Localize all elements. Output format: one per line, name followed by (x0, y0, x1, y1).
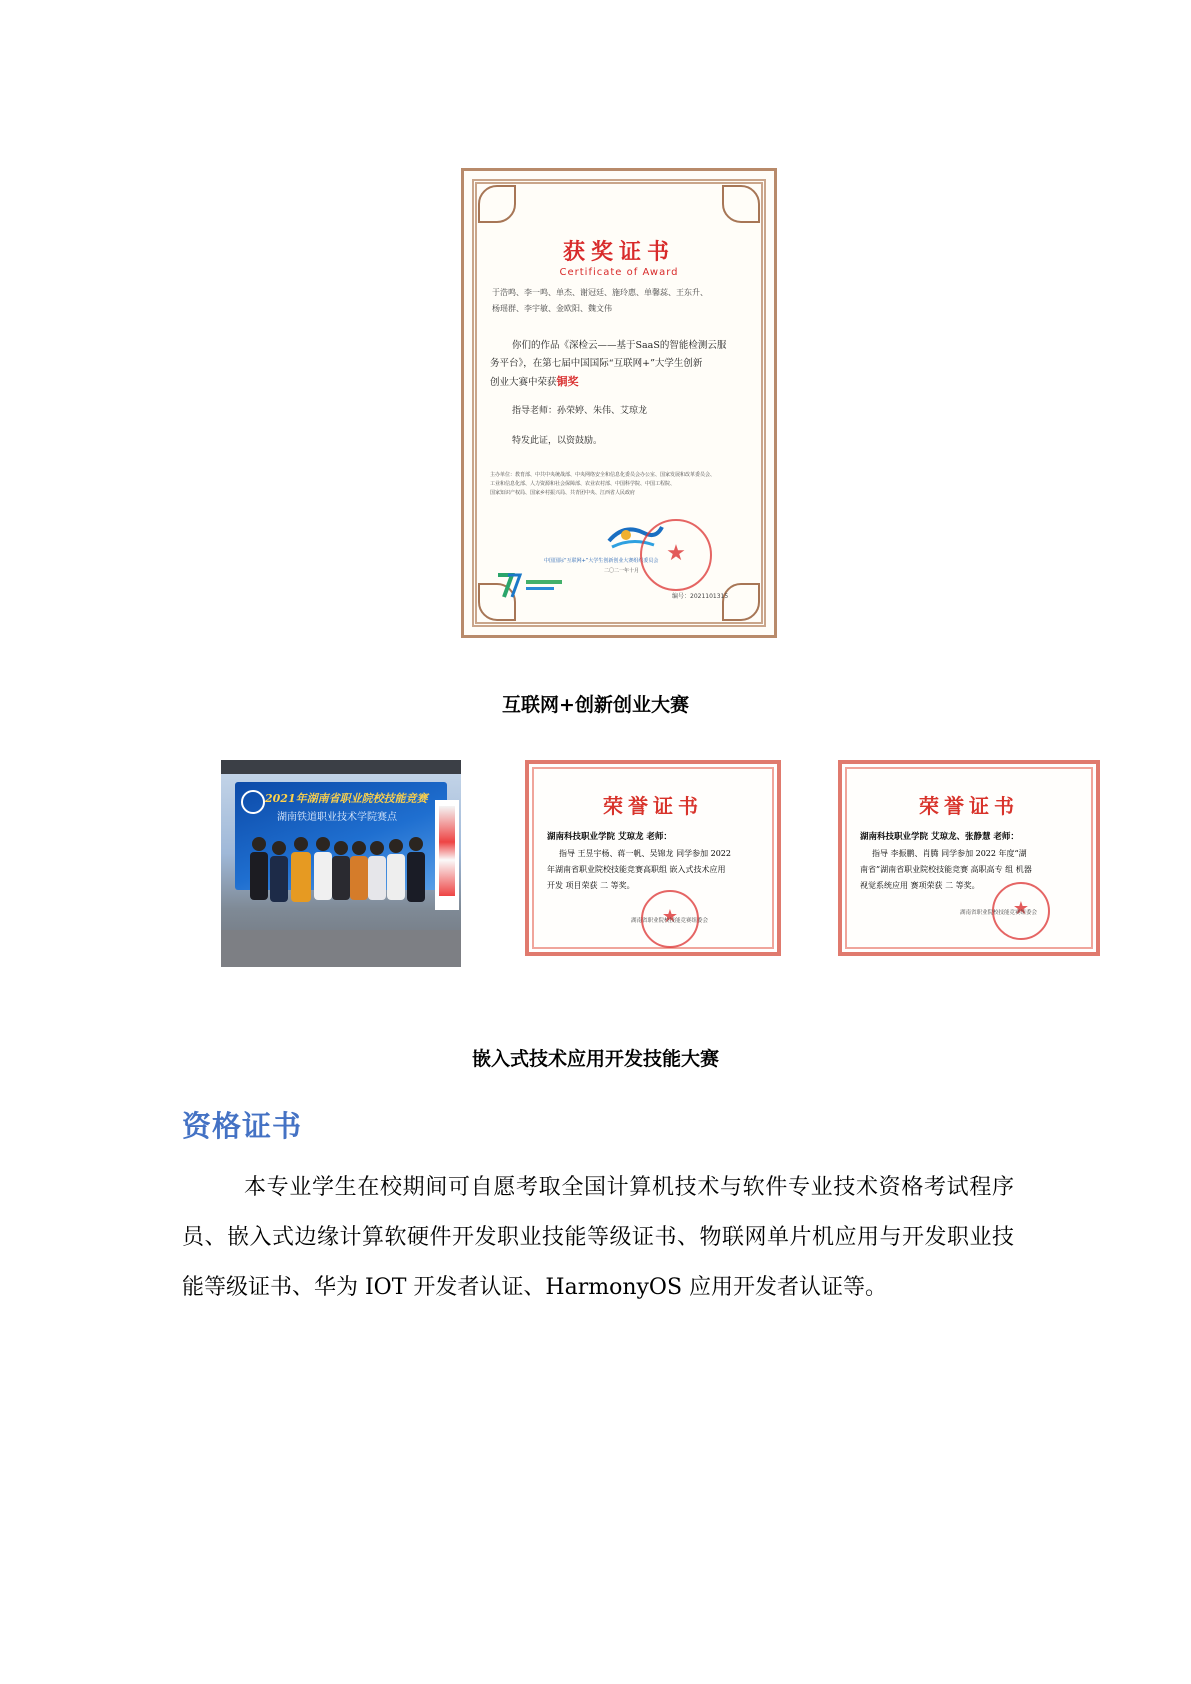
competition-badge-logo (494, 571, 566, 599)
section-heading: 资格证书 (182, 1109, 303, 1143)
ceiling (221, 760, 461, 774)
body-paragraph: 本专业学生在校期间可自愿考取全国计算机技术与软件专业技术资格考试程序员、嵌入式边缘计算软硬件开发职业技能等级证书、物联网单片机应用与开发职业技能等级证书、华为 IOT 开发者认证、HarmonyOS 应用开发者认证等。 (182, 1175, 1014, 1300)
award-level: 铜奖 (556, 375, 579, 388)
honor-addressee: 湖南科技职业学院 艾琼龙 老师： (547, 832, 672, 842)
closing-line: 特发此证，以资鼓励。 (512, 436, 603, 446)
recipients-line: 于浩鸣、李一鸣、单杰、谢冠廷、施玲惠、单馨蕊、王东升、 (492, 288, 708, 297)
advisors-line: 指导老师：孙荣婷、朱伟、艾琼龙 (512, 406, 648, 416)
red-seal: ★ (641, 890, 699, 948)
honor-certificate-machine-vision (838, 760, 1100, 956)
serial-number: 编号：2021101315 (672, 593, 729, 600)
award-body-line: 创业大赛中荣获铜奖 (490, 375, 579, 388)
honor-title: 荣誉证书 (919, 794, 1019, 818)
honor-issuer: 湖南省职业院校技能竞赛组委会 (631, 918, 709, 924)
recipients-line: 杨瑶群、李宇敏、金欧阳、魏文伟 (492, 304, 612, 313)
award-certificate-image (461, 168, 777, 638)
organizers-line: 工业和信息化部、人力资源和社会保障部、农业农村部、中国科学院、中国工程院、 (490, 481, 676, 487)
award-subtitle: Certificate of Award (559, 267, 679, 278)
award-body-line: 务平台》，在第七届中国国际“互联网+”大学生创新 (490, 358, 703, 369)
honor-certificate-embedded (525, 760, 781, 956)
official-seal: ★ (640, 519, 712, 591)
honor-body-line: 开发 项目荣获 二 等奖。 (547, 881, 635, 890)
award-body-line: 你们的作品《深检云——基于SaaS的智能检测云服 (512, 340, 727, 351)
competition-group-photo (221, 760, 461, 967)
corner-ornament (722, 185, 760, 223)
organizers-line: 主办单位：教育部、中共中央统战部、中央网络安全和信息化委员会办公室、国家发展和改革委员会、 (490, 472, 716, 478)
red-seal: ★ (992, 882, 1050, 940)
honor-issuer: 湖南省职业院校技能竞赛组委会 (960, 910, 1038, 916)
banner-subtitle: 湖南铁道职业技术学院赛点 (277, 812, 397, 823)
caption-internet-plus: 互联网+创新创业大赛 (502, 694, 689, 716)
organizers-line: 国家知识产权局、国家乡村振兴局、共青团中央、江西省人民政府 (490, 490, 636, 496)
honor-addressee: 湖南科技职业学院 艾琼龙、张静慧 老师： (860, 832, 1019, 842)
honor-title: 荣誉证书 (603, 794, 703, 818)
corner-ornament (722, 583, 760, 621)
honor-body-line: 南省”湖南省职业院校技能竞赛 高职高专 组 机器 (860, 865, 1032, 874)
honor-body-line: 视觉系统应用 赛项荣获 二 等奖。 (860, 881, 980, 890)
banner-title: 2021年湖南省职业院校技能竞赛 (265, 792, 428, 805)
floor (221, 930, 461, 967)
corner-ornament (478, 185, 516, 223)
issuer-line: 中国国际“互联网+”大学生创新创业大赛组织委员会 (544, 558, 659, 564)
honor-body-line: 指导 王昱宇杨、蒋一帆、吴锦龙 同学参加 2022 (559, 849, 731, 858)
honor-body-line: 年湖南省职业院校技能竞赛高职组 嵌入式技术应用 (547, 865, 726, 874)
award-title: 获奖证书 (562, 239, 675, 265)
caption-embedded-skills: 嵌入式技术应用开发技能大赛 (471, 1048, 719, 1070)
group-of-people (241, 822, 441, 932)
date-line: 二〇二一年十月 (604, 568, 640, 574)
school-emblem-icon (241, 790, 265, 814)
honor-body-line: 指导 李振鹏、肖腾 同学参加 2022 年度“湖 (872, 849, 1027, 858)
